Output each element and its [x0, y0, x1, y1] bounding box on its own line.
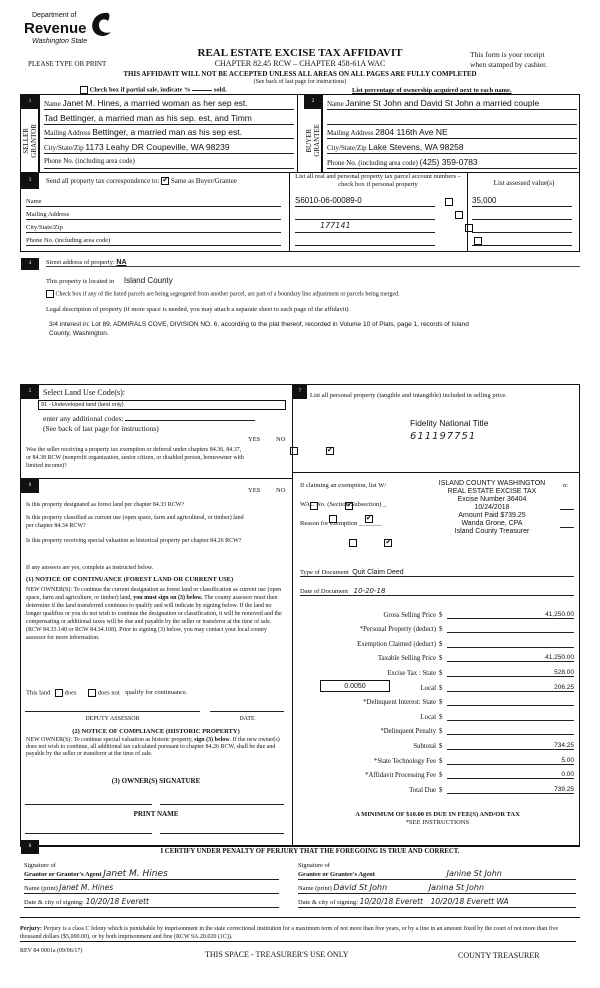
seller-label: SELLER	[21, 127, 30, 154]
section-1-badge: 1	[21, 95, 39, 109]
date-line[interactable]	[210, 711, 284, 712]
notice-1-text	[26, 586, 288, 642]
stamp-line: 10/24/2018	[474, 504, 510, 511]
tax-table	[300, 604, 574, 794]
located-value: Island County	[123, 276, 173, 285]
grantee-signature-field[interactable]	[298, 869, 576, 880]
correspondence-city-field[interactable]	[26, 223, 281, 233]
stamp-line: Island County Treasurer	[454, 528, 530, 535]
assessed-value-field[interactable]: 35,000	[472, 196, 572, 207]
minimum-note: A MINIMUM OF $10.00 IS DUE IN FEE(S) AND/OR TAX	[355, 811, 520, 818]
grantee-signature: Janine St John	[446, 869, 502, 878]
form-chapters: CHAPTER 82.45 RCW – CHAPTER 458-61A WAC	[214, 59, 386, 68]
mailing-label: Mailing Address	[26, 211, 70, 218]
grantor-sig-label-2: Grantor or Grantor's Agent	[24, 871, 102, 878]
notice-2-title: (2) NOTICE OF COMPLIANCE (HISTORIC PROPERTY)	[72, 728, 240, 735]
divider	[297, 94, 298, 172]
please-type: PLEASE TYPE OR PRINT	[28, 60, 107, 68]
correspondence-mailing-field[interactable]	[26, 210, 281, 220]
qualify-label: qualify for continuance.	[125, 689, 188, 697]
grantee-sig-label-2: Grantee or Grantee's Agent	[298, 871, 375, 878]
grantee-label: GRANTEE	[312, 124, 321, 157]
historical-yes-checkbox[interactable]	[349, 539, 357, 547]
does-label: does	[64, 689, 77, 697]
personal-property-checkbox[interactable]	[455, 211, 463, 219]
exemption-yes-checkbox[interactable]	[290, 447, 298, 455]
no-header: NO	[276, 436, 286, 443]
seller-phone-label: Phone No. (including area code)	[44, 157, 135, 165]
buyer-phone-value: (425) 359-0783	[419, 157, 478, 167]
assessed-header: List assessed value(s)	[493, 179, 555, 187]
divider	[39, 94, 40, 172]
divider	[289, 172, 290, 252]
parcel-number-field[interactable]: 177141	[295, 221, 435, 233]
title-company-stamp: Fidelity National Title	[410, 418, 489, 428]
print-name-line[interactable]	[25, 833, 152, 834]
tax-row	[300, 735, 574, 750]
grantor-name-field[interactable]	[24, 883, 279, 894]
logo-revenue: Revenue	[24, 20, 87, 37]
tax-row	[300, 765, 574, 780]
reason-label-text: Reason for exemption	[300, 520, 358, 527]
delinquent-interest-state[interactable]	[447, 705, 574, 706]
this-land-label: This land	[26, 689, 51, 697]
seller-name-value: Janet M. Hines, a married woman as her sep est.	[62, 98, 248, 108]
buyer-city-field[interactable]	[327, 142, 577, 154]
section-7-badge: 7	[293, 385, 307, 399]
divider	[20, 478, 292, 479]
additional-codes-row	[43, 414, 283, 423]
phone-label: Phone No. (including area code)	[26, 237, 111, 244]
currency-symbol: $	[439, 699, 443, 707]
wac-field[interactable]	[560, 509, 574, 510]
tax-row-label: *Affidavit Processing Fee	[365, 772, 436, 780]
tax-row	[300, 706, 574, 721]
treasurer-stamp	[422, 480, 562, 536]
buyer-label: BUYER	[304, 128, 313, 153]
notice-2-text-a: NEW OWNER(S): To continue special valuation as historic property,	[26, 737, 193, 743]
buyer-phone-field[interactable]	[327, 157, 577, 169]
correspondence-row	[46, 177, 237, 185]
tax-row-label: *State Technology Fee	[373, 757, 436, 765]
date-label: DATE	[239, 716, 255, 722]
wave-logo-icon	[88, 10, 114, 38]
parcel-number-field[interactable]	[295, 235, 435, 246]
tax-row	[300, 604, 574, 619]
treasurer-space: THIS SPACE - TREASURER'S USE ONLY	[205, 950, 349, 959]
seller-name-line-2[interactable]: Tad Bettinger, a married man as his sep. est, and Timm	[44, 113, 294, 125]
same-as-buyer-label: Same as Buyer/Grantee	[170, 177, 237, 185]
grantor-signature: Janet M. Hines	[103, 869, 168, 879]
partial-sale-row	[80, 86, 227, 94]
tax-row-label: Local	[420, 713, 436, 721]
correspondence-phone-field[interactable]	[26, 236, 281, 246]
deputy-assessor-label: DEPUTY ASSESSOR	[85, 716, 140, 722]
excise-tax-state[interactable]: 528.00	[447, 669, 574, 677]
completion-warning: THIS AFFIDAVIT WILL NOT BE ACCEPTED UNLESS ALL AREAS ON ALL PAGES ARE FULLY COMPLETED	[123, 70, 477, 78]
taxable-selling-price[interactable]: 41,250.00	[447, 654, 574, 662]
segregated-label: Check box if any of the listed parcels are being segregated from another parcel, are part of a boundary line adjustment or parcels being merged.	[55, 291, 400, 298]
currency-symbol: $	[439, 786, 443, 794]
tax-row-label: Subtotal	[413, 742, 436, 750]
parcel-number-field[interactable]: S6010-06-00089-0	[295, 196, 435, 207]
correspondence-label: Send all property tax correspondence to:	[46, 177, 160, 185]
tax-row-label: *Personal Property (deduct)	[359, 626, 436, 634]
land-use-see-back: (See back of last page for instructions)	[43, 424, 159, 433]
wac-label: WAC No. (Section/Subsection) _	[300, 501, 387, 508]
street-address-row	[46, 259, 580, 267]
seller-side-label	[21, 109, 39, 172]
subtotal[interactable]: 734.25	[447, 742, 574, 750]
currency-symbol: $	[439, 772, 443, 780]
tax-row	[300, 721, 574, 736]
forest-land-question: Is this property designated as forest land per chapter 84.33 RCW?	[26, 502, 185, 508]
form-id: REV 84 0001a (09/06/17)	[20, 948, 83, 954]
document-type-row	[300, 569, 574, 577]
delinquent-penalty[interactable]	[447, 734, 574, 735]
does-checkbox[interactable]	[55, 689, 63, 697]
grantee-name-field[interactable]	[298, 883, 576, 894]
grantee-date-field[interactable]	[298, 897, 576, 908]
print-name-label: PRINT NAME	[133, 810, 179, 818]
tax-row-label: Local	[420, 684, 436, 692]
tax-row-label: *Delinquent Interest: State	[363, 699, 436, 707]
notice-2-text	[26, 737, 288, 758]
owner-signature-label: (3) OWNER(S) SIGNATURE	[111, 777, 201, 785]
does-not-checkbox[interactable]	[88, 689, 96, 697]
exemption-label-text: If claiming an exemption, list W/	[300, 482, 387, 489]
grantor-signature-field[interactable]	[24, 869, 279, 880]
tax-row	[300, 648, 574, 663]
notice-1-text-b: you must sign on (3) below.	[133, 595, 203, 601]
current-use-question: Is this property classified as current use (open space, farm and agricultural, or timber) land per chapter 84.34 RCW?	[26, 515, 244, 529]
excise-tax-local[interactable]: 206.25	[447, 684, 574, 692]
correspondence-name-field[interactable]	[26, 197, 281, 207]
grantee-name-label: Name (print)	[298, 885, 332, 892]
form-title: REAL ESTATE EXCISE TAX AFFIDAVIT	[197, 47, 403, 59]
sold-label: sold.	[213, 86, 227, 94]
grantee-name-value: David St John	[333, 883, 388, 892]
tax-row-label: *Delinquent Penalty	[380, 728, 436, 736]
divider	[292, 472, 580, 473]
reason-field[interactable]	[560, 527, 574, 528]
partial-sale-checkbox[interactable]	[80, 86, 88, 94]
buyer-mailing-field[interactable]	[327, 127, 577, 139]
does-not-label: does not	[97, 689, 120, 697]
grantor-date-field[interactable]	[24, 897, 279, 908]
personal-property-label: List all personal property (tangible and intangible) included in selling price.	[310, 392, 507, 399]
seller-mailing-field[interactable]	[44, 127, 294, 139]
section-2-badge: 2	[304, 95, 322, 109]
yes-header: YES	[248, 436, 261, 443]
parcel-header: List all real and personal property tax parcel account numbers – check box if personal property	[295, 173, 461, 188]
buyer-name-label: Name	[327, 100, 344, 108]
logo-state: Washington State	[32, 38, 88, 45]
historical-question: Is this property receiving special valuation as historical property per chapter 84.26 RCW?	[26, 538, 242, 544]
currency-symbol: $	[439, 728, 443, 736]
section-6-badge: 6	[21, 479, 39, 493]
currency-symbol: $	[439, 742, 443, 750]
receipt-note-2: when stamped by cashier.	[470, 60, 548, 69]
wac-label-text: WAC No. (Section/Subsection)	[300, 501, 382, 508]
located-label: This property is located in	[46, 278, 115, 285]
affidavit-processing-fee[interactable]: 0.00	[447, 771, 574, 779]
perjury-text: Perjury is a class C felony which is punishable by imprisonment in the state correctional institution for a maximum term of not more than five years, or by a fine in an amount fixed by the court of not more than five thousand dollars ($5,000.00), or by both imprisonment and fine (RCW 9A.20.020 (1C)).	[20, 926, 559, 940]
partial-percent-field[interactable]	[192, 90, 212, 91]
buyer-mailing-value: 2804 116th Ave NE	[375, 127, 448, 137]
tax-row	[300, 677, 574, 692]
notice-1-text-c: The county assessor must then determine if the land transferred continues to qualify and will indicate by signing below. If the land no longer qualifies or you do not wish to continue the designation or classification, it will be removed and the compensating or additional taxes will be due and payable by the seller or transferor at the time of sale. (RCW 84.33.140 or RCW 84.34.108). Prior to signing (3) below, you may contact your local county assessor for more information.	[26, 595, 282, 641]
if-yes-note: If any answers are yes, complete as instructed below.	[26, 565, 154, 571]
stamp-line: REAL ESTATE EXCISE TAX	[447, 488, 537, 495]
grantee-sig-label-1: Signature of	[298, 862, 330, 869]
print-name-line-2[interactable]	[160, 833, 284, 834]
land-use-select-label: Select Land Use Code(s):	[43, 388, 125, 397]
logo-department: Department of	[32, 12, 77, 19]
tax-row	[300, 619, 574, 634]
parcel-number-field[interactable]	[295, 209, 435, 220]
seller-city-label: City/State/Zip	[44, 144, 84, 152]
grantor-sig-label-1: Signature of	[24, 862, 56, 869]
grantor-name-value: Janet M. Hines	[59, 883, 114, 892]
grantee-name-value-2: Janina St John	[428, 883, 485, 892]
stamp-line: Excise Number 36404	[457, 496, 527, 503]
exemption-claimed[interactable]	[447, 647, 574, 648]
tax-row	[300, 779, 574, 794]
grantee-date-value-2: 10/20/18 Everett WA	[430, 897, 509, 906]
stamp-line: Wanda Grone, CPA	[461, 520, 523, 527]
historical-no-checkbox[interactable]	[384, 539, 392, 547]
see-back-instructions: (See back of last page for instructions)	[253, 79, 347, 85]
receipt-note-1: This form is your receipt	[470, 50, 545, 59]
legal-description[interactable]: 3/4 interest in: Lot 89, ADMIRALS COVE, DIVISION NO. 6, according to the plat thereof, recorded in Volume 10 of Plats, page 1, records of Island County, Washington.	[49, 321, 469, 337]
notice-2-text-b: sign (3) below	[194, 737, 230, 743]
continuance-row	[26, 689, 188, 697]
owner-signature-line-2[interactable]	[160, 804, 284, 805]
total-due[interactable]: 739.25	[447, 786, 574, 794]
title-order-number: 611197751	[410, 431, 477, 442]
seller-name-field[interactable]	[44, 98, 294, 110]
seller-city-field[interactable]	[44, 142, 294, 154]
currency-symbol: $	[439, 757, 443, 765]
personal-property-checkbox[interactable]	[445, 198, 453, 206]
grantor-name-label: Name (print)	[24, 885, 58, 892]
owner-signature-line[interactable]	[25, 804, 152, 805]
street-value[interactable]: NA	[116, 259, 127, 266]
tax-row	[300, 692, 574, 707]
tax-row-label: Gross Selling Price	[383, 611, 436, 619]
buyer-side-label	[304, 109, 322, 172]
seller-phone-field[interactable]	[44, 157, 294, 169]
currency-symbol: $	[439, 640, 443, 648]
see-instructions: *SEE INSTRUCTIONS	[405, 819, 470, 826]
perjury-notice	[20, 925, 576, 942]
notice-1-title: (1) NOTICE OF CONTINUANCE (FOREST LAND OR CURRENT USE)	[26, 576, 234, 583]
legal-label: Legal description of property (if more space is needed, you may attach a separate sheet to each page of the affidavit)	[46, 306, 349, 313]
buyer-phone-label: Phone No. (including area code)	[327, 159, 418, 167]
located-row	[46, 276, 173, 285]
grantor-date-label: Date & city of signing:	[24, 899, 84, 906]
currency-symbol: $	[439, 655, 443, 663]
name-label: Name	[26, 198, 42, 205]
assessed-value-field[interactable]	[472, 222, 572, 233]
currency-symbol: $	[439, 684, 443, 692]
document-type-label: Type of Document	[300, 569, 349, 576]
assessed-value-field[interactable]	[472, 209, 572, 220]
stamp-line: Amount Paid $739.25	[458, 512, 526, 519]
seller-mailing-value: Bettinger, a married man as his sep est.	[92, 127, 243, 137]
grantor-label: GRANTOR	[29, 123, 38, 158]
currency-symbol: $	[439, 611, 443, 619]
exemption-question: Was the seller receiving a property tax exemption or deferral under chapters 84.36, 84.37, or 84.38 RCW (nonprofit organization, senior citizen, or disabled person, homeowner with limited income)?	[26, 447, 244, 469]
certify-statement: I CERTIFY UNDER PENALTY OF PERJURY THAT THE FOREGOING IS TRUE AND CORRECT.	[160, 848, 460, 855]
buyer-name-field[interactable]	[327, 98, 577, 110]
tax-row	[300, 662, 574, 677]
section-5-badge: 5	[21, 385, 39, 399]
gross-selling-price[interactable]: 41,250.00	[447, 611, 574, 619]
tax-row	[300, 633, 574, 648]
tax-row-label: Exemption Claimed (deduct)	[357, 640, 436, 648]
yes-header: YES	[248, 487, 261, 494]
reason-label: Reason for exemption _______	[300, 520, 382, 527]
divider	[322, 94, 323, 172]
additional-codes-label: enter any additional codes:	[43, 414, 124, 423]
perjury-label: Perjury:	[20, 926, 42, 932]
assessed-value-field[interactable]	[472, 235, 572, 246]
land-use-select[interactable]: 91 - Undeveloped land (land only)	[38, 400, 286, 410]
currency-symbol: $	[439, 669, 443, 677]
stamp-line: ISLAND COUNTY WASHINGTON	[438, 480, 546, 487]
section-8-badge: 8	[21, 840, 39, 854]
dor-logo	[22, 10, 122, 55]
exemption-no-checkbox[interactable]	[326, 447, 334, 455]
grantee-date-label: Date & city of signing:	[298, 899, 358, 906]
segregated-row	[46, 290, 400, 298]
delinquent-interest-local[interactable]	[447, 720, 574, 721]
exemption-label	[300, 482, 386, 489]
document-type-value[interactable]: Quit Claim Deed	[352, 569, 404, 576]
divider	[467, 172, 468, 252]
buyer-city-value: Lake Stevens, WA 98258	[368, 142, 464, 152]
ownership-note: List percentage of ownership acquired next to each name.	[352, 87, 512, 94]
section-4-badge: 4	[21, 258, 39, 270]
buyer-name-value: Janine St John and David St John a married couple	[345, 98, 540, 108]
section-3-badge: 3	[21, 173, 39, 189]
document-date-label: Date of Document	[300, 588, 349, 595]
additional-codes-field[interactable]	[125, 420, 255, 421]
local-rate-field[interactable]: 0.0050	[320, 680, 390, 692]
street-label: Street address of property:	[46, 259, 115, 266]
currency-symbol: $	[439, 626, 443, 634]
buyer-name-line-2[interactable]	[327, 113, 577, 125]
partial-sale-label: Check box if partial sale, indicate %	[89, 86, 191, 94]
notice-1-text-a: NEW OWNER(S): To continue the current designation as forest land or classification as current use (open space, farm and agriculture, or timber) land,	[26, 587, 282, 601]
seller-name-label: Name	[44, 100, 61, 108]
city-label: City/State/Zip	[26, 224, 63, 231]
seller-mailing-label: Mailing Address	[44, 129, 91, 137]
tax-row-label: Total Due	[409, 786, 436, 794]
no-header: NO	[276, 487, 286, 494]
segregated-checkbox[interactable]	[46, 290, 54, 298]
currency-symbol: $	[439, 713, 443, 721]
buyer-mailing-label: Mailing Address	[327, 129, 374, 137]
grantee-date-value: 10/20/18 Everett	[359, 897, 424, 906]
buyer-city-label: City/State/Zip	[327, 144, 367, 152]
document-date-row	[300, 587, 574, 596]
grantor-date-value: 10/20/18 Everett	[85, 897, 150, 906]
seller-city-value: 1173 Leahy DR Coupeville, WA 98239	[85, 142, 230, 152]
exemption-label-end: n:	[563, 482, 569, 489]
document-date-value[interactable]: 10-20-18	[353, 587, 386, 595]
personal-property-deduct[interactable]	[447, 632, 574, 633]
deputy-assessor-line[interactable]	[25, 711, 200, 712]
same-as-buyer-checkbox[interactable]	[161, 177, 169, 185]
tax-row-label: Excise Tax : State	[387, 669, 436, 677]
tax-row-label: Taxable Selling Price	[377, 655, 436, 663]
county-treasurer: COUNTY TREASURER	[458, 951, 540, 960]
tax-row	[300, 750, 574, 765]
state-technology-fee[interactable]: 5.00	[447, 757, 574, 765]
notice-2-text-c: . If the new owner(s) does not wish to continue, all additional tax calculated pursuant to chapter 84.26 RCW, shall be due and payable by the seller or transferor at the time of sale.	[26, 737, 280, 757]
